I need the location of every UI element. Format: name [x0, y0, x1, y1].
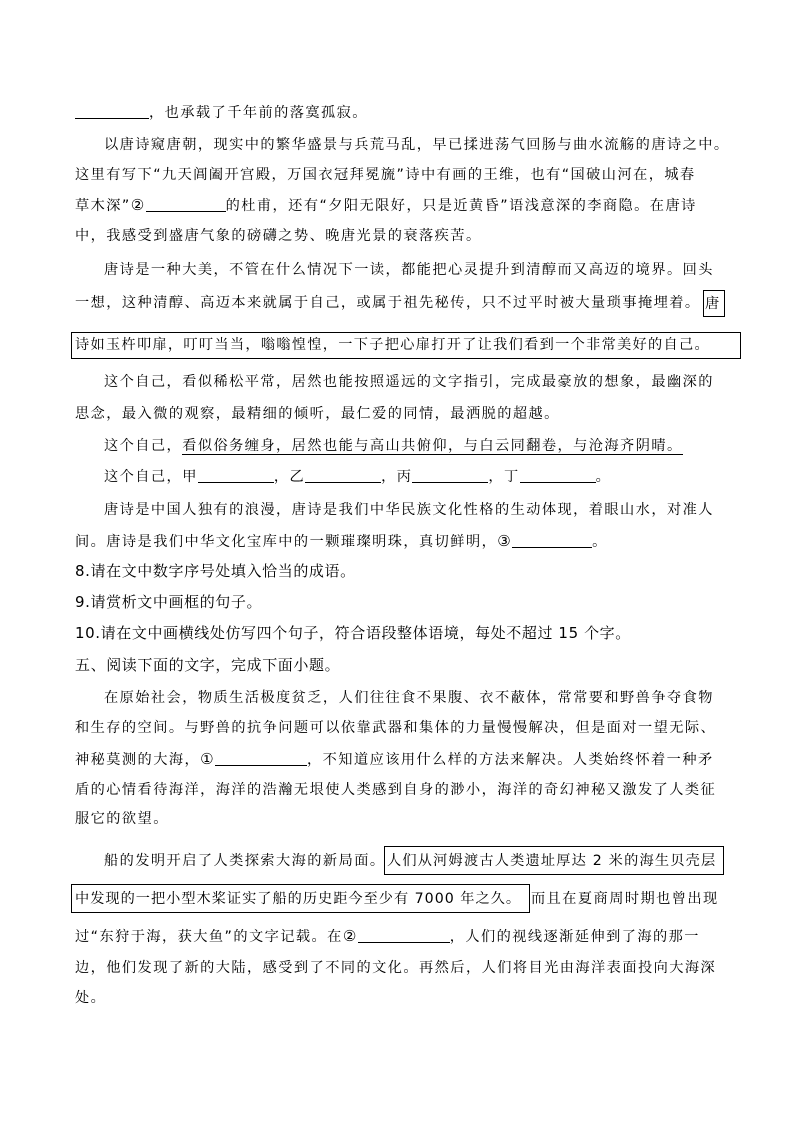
paragraph-line: 在原始社会，物质生活极度贫乏，人们往往食不果腹、衣不蔽体，常常要和野兽争夺食物	[104, 690, 714, 706]
paragraph-line: 和生存的空间。与野兽的抗争问题可以依靠武器和集体的力量慢慢解决，但是面对一望无际、	[75, 720, 717, 736]
blank-number: ③	[497, 532, 513, 550]
paragraph-line: 中，我感受到盛唐气象的磅礴之势、晚唐光景的衰落疾苦。	[75, 228, 482, 244]
paragraph-line	[75, 292, 725, 314]
paragraph-line: 处。	[75, 990, 107, 1006]
text: 过“东狩于海，获大鱼”的文字记载。在	[75, 929, 343, 945]
paragraph-line: 边，他们发现了新的大陆，感受到了不同的文化。再然后，人们将目光由海洋表面投向大海深	[75, 960, 717, 976]
fill-blank[interactable]	[512, 531, 592, 548]
fill-blank-yi[interactable]	[305, 466, 381, 483]
framed-text: 唐	[705, 296, 721, 312]
framed-text: 人们从河姆渡古人类遗址厚达 2 米的海生贝壳层	[387, 853, 717, 869]
text: 的杜甫，还有“夕阳无限好，只是近黄昏”语浅意深的李商隐。在唐诗	[225, 198, 697, 214]
fill-blank[interactable]	[215, 749, 307, 766]
paragraph-line: 而且在夏商周时期也曾出现	[531, 891, 719, 907]
paragraph-line	[104, 466, 754, 488]
fill-blank[interactable]	[358, 926, 450, 943]
paragraph-line	[75, 748, 725, 771]
text: ，人们的视线逐渐延伸到了海的那一	[449, 929, 700, 945]
text: 神秘莫测的大海，	[75, 752, 201, 768]
text: 间。唐诗是我们中华文化宝库中的一颗璀璨明珠，真切鲜明，	[75, 534, 498, 550]
text: 船的发明开启了人类探索大海的新局面。	[104, 853, 386, 869]
text: 。	[595, 469, 612, 485]
question-9: 9.请赏析文中画框的句子。	[75, 593, 263, 611]
paragraph-line: 唐诗是中国人独有的浪漫，唐诗是我们中华民族文化性格的生动体现，着眼山水，对准人	[104, 502, 714, 518]
paragraph-line	[75, 925, 725, 948]
text: 草木深”	[75, 198, 131, 214]
paragraph-line: 以唐诗窥唐朝，现实中的繁华盛景与兵荒马乱，早已揉进荡气回肠与曲水流觞的唐诗之中。	[104, 137, 730, 153]
question-8: 8.请在文中数字序号处填入恰当的成语。	[75, 562, 356, 580]
framed-text: 诗如玉杵叩扉，叮叮当当，嗡嗡惶惶，一下子把心扉打开了让我们看到一个非常美好的自己。	[75, 337, 710, 353]
fill-blank[interactable]	[75, 102, 149, 119]
paragraph-line: 这个自己，看似稀松平常，居然也能按照遥远的文字指引，完成最豪放的想象，最幽深的	[104, 374, 714, 390]
paragraph-line	[75, 194, 725, 217]
blank-number: ②	[342, 927, 358, 945]
text: 这个自己，	[104, 438, 183, 454]
paragraph-line: 服它的欲望。	[75, 811, 169, 827]
paragraph-line	[104, 435, 754, 457]
text: ，乙	[273, 469, 306, 485]
underlined-sentence: 看似俗务缠身，居然也能与高山共俯仰，与白云同翻卷，与沧海齐阴晴。	[182, 438, 683, 454]
text: 这个自己，甲	[104, 469, 198, 485]
text: ，也承载了千年前的落寞孤寂。	[149, 105, 368, 121]
paragraph-line: 思念，最入微的观察，最精细的倾听，最仁爱的同情，最洒脱的超越。	[75, 406, 560, 422]
blank-number: ②	[130, 196, 146, 214]
fill-blank[interactable]	[146, 195, 226, 212]
text: 一想，这种清醇、高迈本来就属于自己，或属于祖先秘传，只不过平时被大量琐事掩埋着。	[75, 295, 701, 311]
framed-text: 中发现的一把小型木桨证实了船的历史距今至少有 7000 年之久。	[75, 891, 522, 907]
text: ，丙	[381, 469, 413, 485]
question-10: 10.请在文中画横线处仿写四个句子，符合语段整体语境，每处不超过 15 个字。	[75, 624, 631, 642]
paragraph-line	[75, 530, 725, 553]
paragraph-line: 盾的心情看待海洋，海洋的浩瀚无垠使人类感到自身的渺小，海洋的奇幻神秘又激发了人类征	[75, 782, 717, 798]
text: ，丁	[488, 469, 520, 485]
paragraph-line	[75, 102, 725, 124]
paragraph-line: 这里有写下“九天阊阖开宫殿，万国衣冠拜冕旒”诗中有画的王维，也有“国破山河在，城春	[75, 167, 696, 183]
fill-blank-ding[interactable]	[520, 466, 596, 483]
paragraph-line: 唐诗是一种大美，不管在什么情况下一读，都能把心灵提升到清醇而又高迈的境界。回头	[104, 262, 714, 278]
blank-number: ①	[200, 750, 216, 768]
section-heading: 五、阅读下面的文字，完成下面小题。	[75, 656, 341, 674]
fill-blank-bing[interactable]	[412, 466, 488, 483]
fill-blank-jia[interactable]	[198, 466, 274, 483]
text: ，不知道应该用什么样的方法来解决。人类始终怀着一种矛	[307, 752, 714, 768]
text: 。	[592, 534, 608, 550]
